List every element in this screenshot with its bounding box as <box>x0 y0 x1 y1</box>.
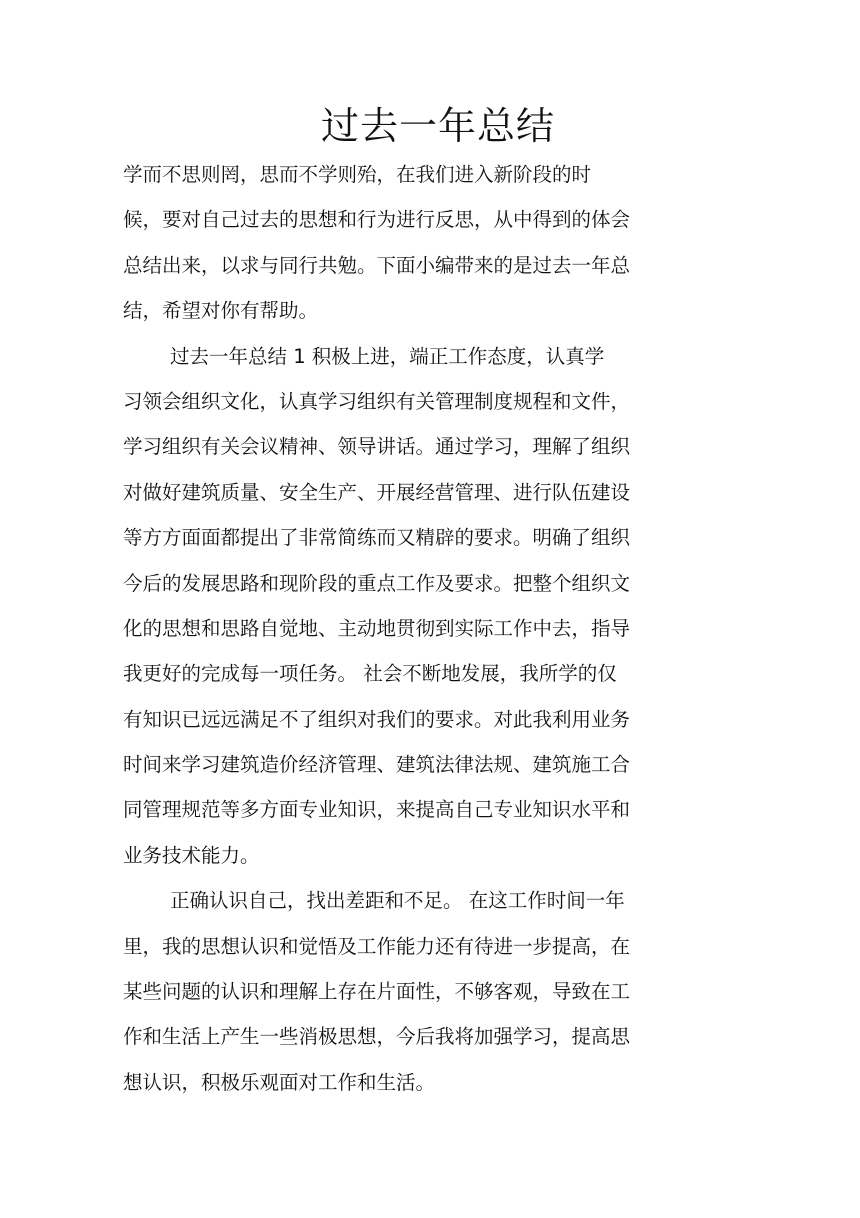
text-line: 我更好的完成每一项任务。 社会不断地发展，我所学的仅 <box>123 662 617 686</box>
text-line: 候，要对自己过去的思想和行为进行反思，从中得到的体会 <box>123 208 631 232</box>
text-line: 学而不思则罔，思而不学则殆，在我们进入新阶段的时 <box>123 163 592 186</box>
text-line: 里，我的思想认识和觉悟及工作能力还有待进一步提高，在 <box>123 934 631 958</box>
text-line: 业务技术能力。 <box>123 843 260 867</box>
document-title: 过去一年总结 <box>320 104 555 148</box>
text-line: 正确认识自己，找出差距和不足。 在这工作时间一年 <box>170 889 625 913</box>
text-line: 结，希望对你有帮助。 <box>123 299 319 323</box>
text-line: 有知识已远远满足不了组织对我们的要求。对此我利用业务 <box>123 707 631 731</box>
text-line: 学习组织有关会议精神、领导讲话。通过学习，理解了组织 <box>123 435 631 459</box>
text-line: 等方方面面都提出了非常简练而又精辟的要求。明确了组织 <box>123 526 631 550</box>
document-body <box>123 152 668 1105</box>
text-line: 作和生活上产生一些消极思想，今后我将加强学习，提高思 <box>123 1025 631 1049</box>
text-line: 想认识，积极乐观面对工作和生活。 <box>123 1070 436 1094</box>
text-line: 化的思想和思路自觉地、主动地贯彻到实际工作中去，指导 <box>123 616 631 640</box>
text-line: 过去一年总结 1 积极上进，端正工作态度，认真学 <box>170 344 605 368</box>
text-line: 习领会组织文化，认真学习组织有关管理制度规程和文件， <box>123 389 631 413</box>
text-line: 今后的发展思路和现阶段的重点工作及要求。把整个组织文 <box>123 571 631 595</box>
text-line: 同管理规范等多方面专业知识，来提高自己专业知识水平和 <box>123 798 631 822</box>
text-line: 时间来学习建筑造价经济管理、建筑法律法规、建筑施工合 <box>123 753 631 777</box>
text-line: 总结出来，以求与同行共勉。下面小编带来的是过去一年总 <box>123 253 631 277</box>
text-line: 对做好建筑质量、安全生产、开展经营管理、进行队伍建设 <box>123 480 631 504</box>
text-line: 某些问题的认识和理解上存在片面性，不够客观，导致在工 <box>123 980 631 1004</box>
